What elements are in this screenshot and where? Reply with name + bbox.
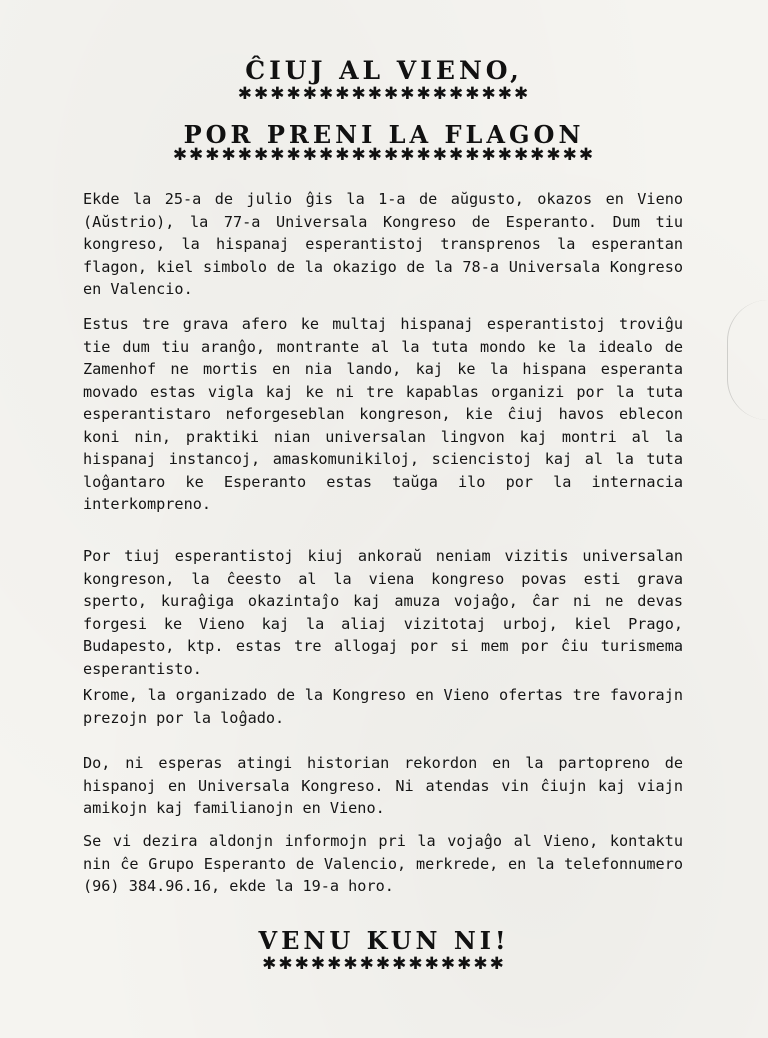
paragraph-1: Ekde la 25-a de julio ĝis la 1-a de aŭgusto, okazos en Vieno (Aŭstrio), la 77-a Universala Kongreso de Esperanto. Dum tiu kongreso, la hispanaj esperantistoj transprenos la esperantan flagon, kiel simbolo de la okazigo de la 78-a Universala Kongreso en Valencio. bbox=[83, 190, 683, 298]
page-curl-shadow bbox=[727, 300, 768, 420]
star-divider-1: ✱✱✱✱✱✱✱✱✱✱✱✱✱✱✱✱✱✱ bbox=[237, 84, 531, 104]
paragraph-6: Se vi dezira aldonjn informojn pri la vojaĝo al Vieno, kontaktu nin ĉe Grupo Esperanto de Valencio, merkrede, en la telefonnumero (96) 384.96.16, ekde la 19-a horo. bbox=[83, 832, 683, 895]
paragraph-3: Por tiuj esperantistoj kiuj ankoraŭ neniam vizitis universalan kongreson, la ĉeesto al la viena kongreso povas esti grava sperto, kuraĝiga okazintaĵo kaj amuza vojaĝo, ĉar ni ne devas forgesi ke Vieno kaj la aliaj vizitotaj urboj, kiel Prago, Budapesto, ktp. estas tre allogaj por si mem por ĉiu turismema esperantisto. bbox=[83, 547, 683, 678]
paragraph-2: Estus tre grava afero ke multaj hispanaj esperantistoj troviĝu tie dum tiu aranĝo, montrante al la tuta mondo ke la idealo de Zamenhof ne mortis en nia lando, kaj ke la hispana esperanta movado estas vigla kaj ke ni tre kapablas organizi por la tuta esperantistaro neforgeseblan kongreson, kie ĉiuj havos eblecon koni nin, praktiki nian universalan lingvon kaj montri al la hispanaj instancoj, amaskomunikiloj, sciencistoj kaj al la tuta loĝantaro ke Esperanto estas taŭga ilo por la internacia interkompreno. bbox=[83, 315, 683, 513]
title-line-1: ĈIUJ AL VIENO, bbox=[245, 56, 523, 85]
paragraph-4: Krome, la organizado de la Kongreso en Vieno ofertas tre favorajn prezojn por la loĝado. bbox=[83, 686, 683, 727]
closing-title: VENU KUN NI! bbox=[258, 926, 510, 955]
title-line-2: POR PRENI LA FLAGON bbox=[183, 120, 585, 149]
star-divider-3: ✱✱✱✱✱✱✱✱✱✱✱✱✱✱✱ bbox=[262, 954, 506, 974]
star-divider-2: ✱✱✱✱✱✱✱✱✱✱✱✱✱✱✱✱✱✱✱✱✱✱✱✱✱✱ bbox=[172, 145, 596, 165]
paragraph-5: Do, ni esperas atingi historian rekordon en la partopreno de hispanoj en Universala Kongreso. Ni atendas vin ĉiujn kaj viajn amikojn kaj familianojn en Vieno. bbox=[83, 754, 683, 817]
